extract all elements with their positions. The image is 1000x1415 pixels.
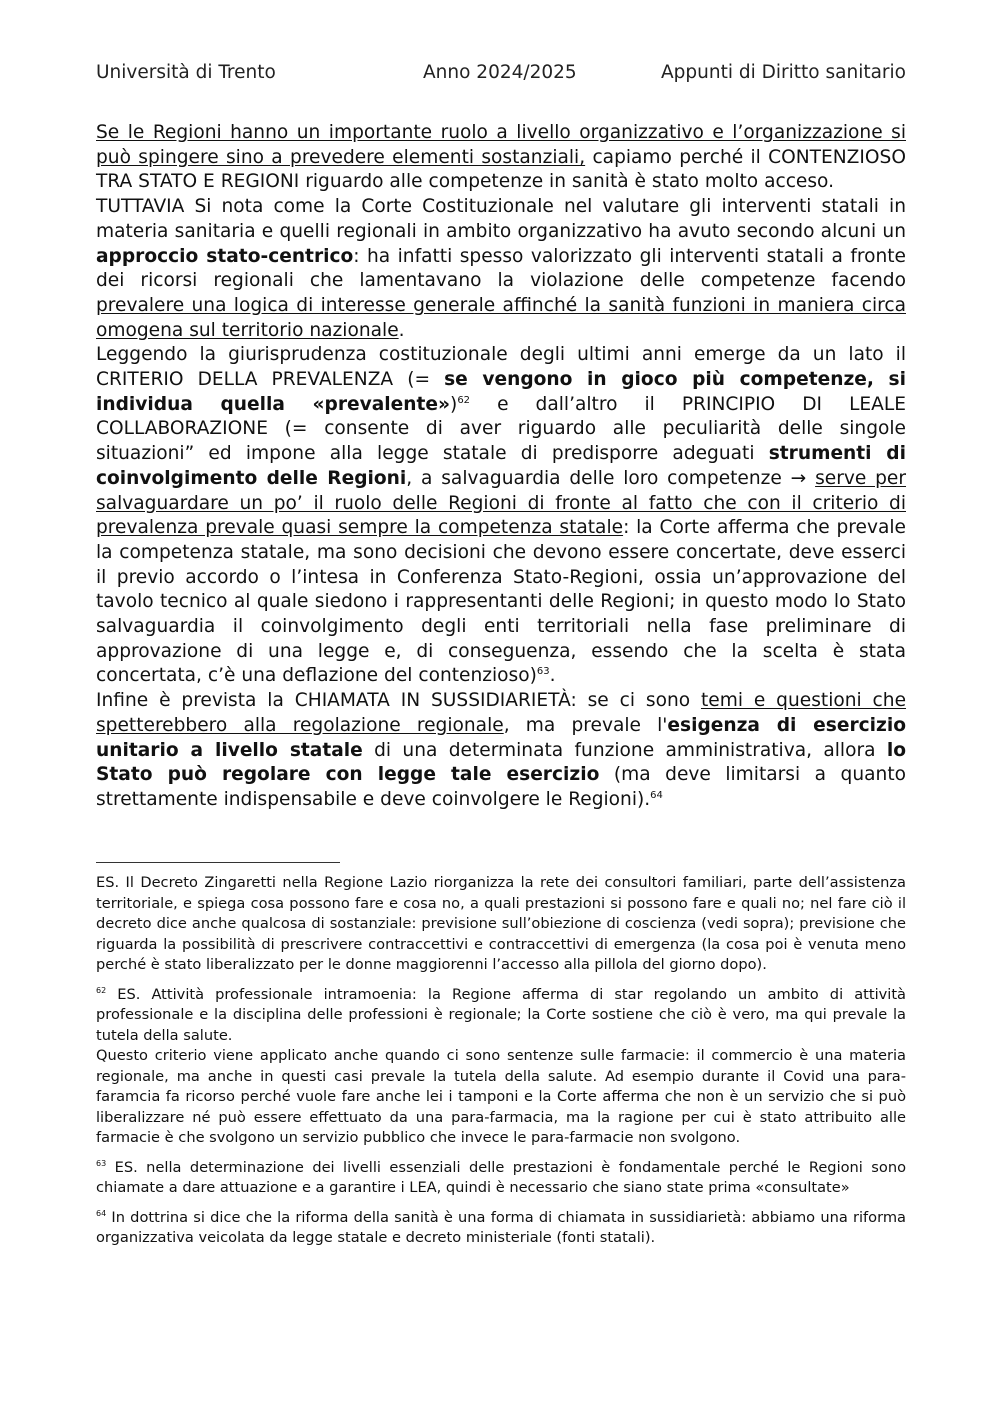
- main-text: [96, 121, 906, 813]
- text-run: Leggendo la giurisprudenza costituzionale degli ultimi anni emerge da un lato il CRITERIO DELLA PREVALENZA (=: [96, 344, 906, 391]
- footnote-mark-63: 63: [96, 1158, 107, 1168]
- footnote-ref-64[interactable]: 64: [650, 789, 663, 801]
- paragraph-sussidiarieta: [96, 689, 906, 813]
- paragraph-contenzioso: [96, 121, 906, 195]
- footnote-ref-63[interactable]: 63: [536, 666, 550, 678]
- page-header: [96, 62, 906, 86]
- header-course: Appunti di Diritto sanitario: [661, 62, 906, 83]
- bold-text: lo Stato può regolare con legge tale esercizio: [96, 739, 906, 786]
- underlined-text: Se le Regioni hanno un importante ruolo a livello organizzativo e l’organizzazione si può spingere sino a prevedere elementi sostanziali,: [96, 122, 906, 168]
- text-run: ): [450, 393, 458, 415]
- bold-text: se vengono in gioco più competenze, si individua quella «prevalente»: [96, 369, 906, 415]
- bold-text: approccio stato-centrico: [96, 245, 354, 267]
- header-university: Università di Trento: [96, 62, 276, 83]
- paragraph-prevalenza: [96, 343, 906, 689]
- footnote-ref-62[interactable]: 62: [457, 394, 471, 406]
- underlined-text: prevalere una logica di interesse generale affinché la sanità funzioni in maniera circa omogena sul territorio nazionale: [96, 294, 906, 341]
- text-run: capiamo perché il CONTENZIOSO TRA STATO E REGIONI riguardo alle competenze in sanità è stato molto acceso.: [96, 146, 906, 193]
- footnote-text: ES. nella determinazione dei livelli essenziali delle prestazioni è fondamentale perché le Regioni sono chiamate a dare attuazione e a garantire i LEA, quindi è necessario che siano state prima «consultate»: [96, 1158, 906, 1196]
- header-year: Anno 2024/2025: [423, 62, 577, 83]
- text-run: di una determinata funzione amministrativa, allora: [362, 739, 887, 761]
- footnote-mark-62: 62: [96, 985, 107, 995]
- text-run: , a salvaguardia delle loro competenze →: [406, 467, 816, 489]
- footnote-text: In dottrina si dice che la riforma della sanità è una forma di chiamata in sussidiarietà: abbiamo una riforma organizzativa veicolata da legge statale e decreto ministeriale (fonti statali).: [96, 1208, 906, 1246]
- text-run: TUTTAVIA Si nota come la Corte Costituzionale nel valutare gli interventi statali in materia sanitaria e quelli regionali in ambito organizzativo ha avuto secondo alcuni un: [96, 196, 906, 242]
- text-run: e dall’altro il PRINCIPIO DI LEALE COLLABORAZIONE (= consente di aver riguardo alle peculiarità delle singole situazioni” ed impone alla legge statale di predisporre adeguati: [96, 393, 907, 465]
- footnote-text: ES. Attività professionale intramoenia: la Regione afferma di star regolando un ambito di attività professionale e la disciplina delle professioni è regionale; la Corte sostiene che ciò è vero, ma qui prevale la tutela della salute.: [96, 985, 906, 1044]
- footnote-separator: [96, 862, 340, 863]
- bold-text: strumenti di coinvolgimento delle Regioni: [96, 443, 906, 489]
- text-run: Infine è prevista la CHIAMATA IN SUSSIDIARIETÀ: se ci sono: [96, 690, 701, 712]
- text-run: : la Corte afferma che prevale la competenza statale, ma sono decisioni che devono essere concertate, deve esserci il previo accordo o l’intesa in Conferenza Stato-Regioni, ossia un’approvazione del tavolo tecnico al quale siedono i rappresentanti delle Regioni; in questo modo lo Stato salvaguardia il coinvolgimento degli enti territoriali nella fase preliminare di approvazione di una legge e, di conseguenza, essendo che la scelta è stata concertata, c’è una deflazione del contenzioso): [96, 517, 906, 687]
- footnote-mark-64: 64: [96, 1208, 107, 1218]
- footnote-62-continued: Questo criterio viene applicato anche quando ci sono sentenze sulle farmacie: il commercio è una materia regionale, ma anche in questi casi prevale la tutela della salute. Ad esempio durante il Covid una para-faramcia fa ricorso perché vuole fare anche lei i tamponi e la Corte afferma che non è un servizio che si può liberalizzare né può essere effettuato da una para-farmacia, ma la ragione per cui è stato attribuito alle farmacie è che svolgono un servizio pubblico che invece le para-farmacie non svolgono.: [96, 1047, 906, 1146]
- footnote-62: [96, 985, 906, 1047]
- bold-text: esigenza di esercizio unitario a livello statale: [96, 714, 906, 761]
- footnotes: [96, 873, 906, 1249]
- text-run: : ha infatti spesso valorizzato gli interventi statali a fronte dei ricorsi regionali che lamentavano la violazione delle competenze facendo: [96, 245, 906, 292]
- text-run: .: [398, 319, 405, 341]
- text-run: , ma prevale l': [503, 714, 668, 736]
- underlined-text: temi e questioni che spetterebbero alla regolazione regionale: [96, 690, 907, 736]
- underlined-text: serve per salvaguardare un po’ il ruolo delle Regioni di fronte al fatto che con il criterio di prevalenza prevale quasi sempre la competenza statale: [96, 467, 907, 539]
- footnote-63: [96, 1158, 906, 1199]
- text-run: .: [549, 665, 556, 687]
- footnote-64: [96, 1208, 906, 1249]
- text-run: (ma deve limitarsi a quanto strettamente indispensabile e deve coinvolgere le Regioni).: [96, 764, 906, 810]
- footnote-continued: ES. Il Decreto Zingaretti nella Regione Lazio riorganizza la rete dei consultori familiari, parte dell’assistenza territoriale, e spiega cosa possono fare e cosa no, a quali prestazioni si possono fare e quali no; nel fare ciò il decreto dice anche qualcosa di sostanziale: previsione sull’obiezione di coscienza (vedi sopra); previsione che riguarda la possibilità di prescrivere contraccettivi e contraccettivi di emergenza (la cosa poi è venuta meno perché è stato liberalizzato per le donne maggiorenni l’accesso alla pillola del giorno dopo).: [96, 874, 906, 973]
- paragraph-tuttavia: [96, 195, 906, 343]
